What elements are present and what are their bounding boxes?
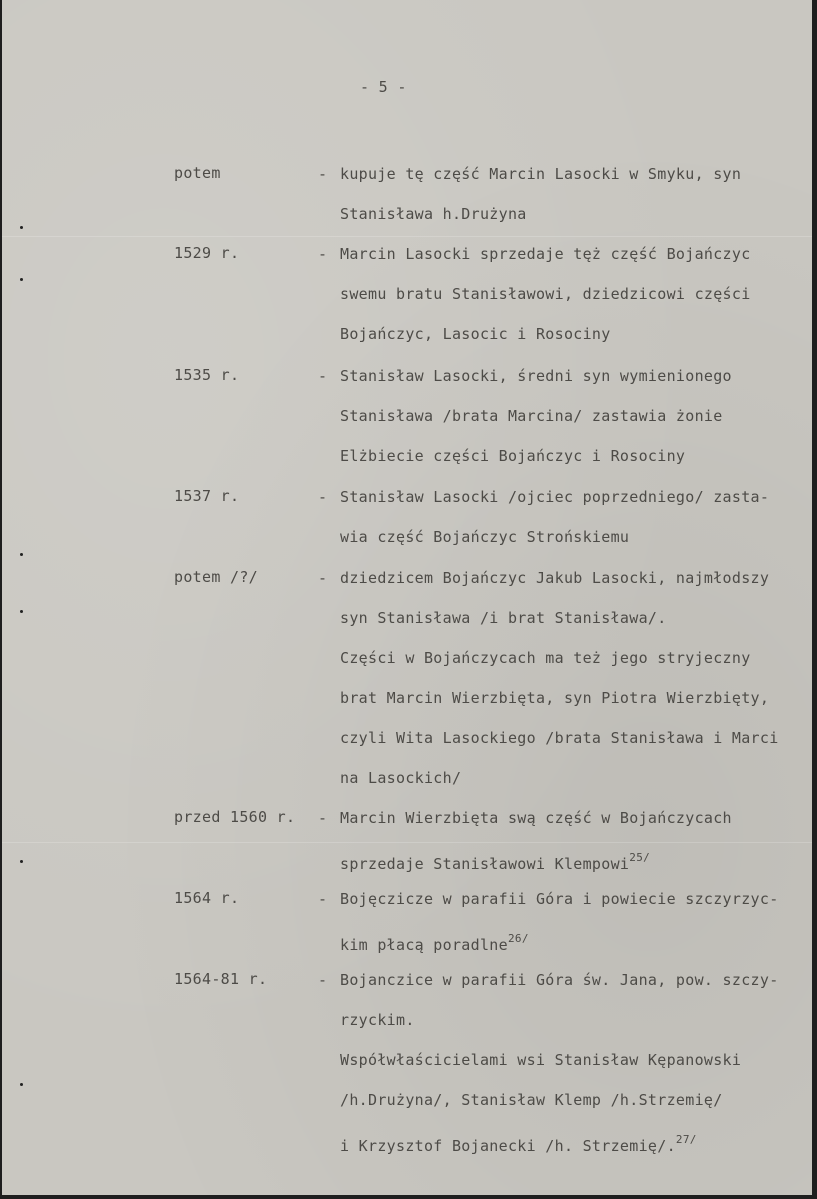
entry-text — [318, 366, 732, 486]
entry-text — [318, 808, 732, 888]
margin-dot — [20, 860, 23, 863]
entry-line: - Stanisław Lasocki, średni syn wymienionego — [318, 367, 732, 385]
entry-line: brat Marcin Wierzbięta, syn Piotra Wierzbięty, — [340, 689, 770, 707]
entry-line: czyli Wita Lasockiego /brata Stanisława i Marci — [340, 729, 779, 747]
entry-date: potem — [174, 164, 221, 182]
entry-line: - Bojanczice w parafii Góra św. Jana, pow. szczy- — [318, 971, 779, 989]
entry-line: - Stanisław Lasocki /ojciec poprzedniego/ zasta- — [318, 488, 770, 506]
entry-line: Stanisława h.Drużyna — [340, 205, 527, 223]
entry-line: swemu bratu Stanisławowi, dziedzicowi części — [340, 285, 751, 303]
footnote-ref: 26/ — [507, 932, 529, 945]
entry-line: sprzedaje Stanisławowi Klempowi$^{25/}$ — [340, 851, 651, 873]
entry-line: kim płacą poradlne$^{26/}$ — [340, 932, 529, 954]
entry-text — [318, 487, 769, 567]
page-number: - 5 - — [360, 78, 407, 96]
entry-text — [318, 244, 751, 364]
entry-line: na Lasockich/ — [340, 769, 462, 787]
entry-line: - Marcin Wierzbięta swą część w Bojańczycach — [318, 809, 732, 827]
margin-dot — [20, 610, 23, 613]
footnote-ref: 27/ — [675, 1133, 697, 1146]
entry-line: Współwłaścicielami wsi Stanisław Kępanowski — [340, 1051, 742, 1069]
entry-date: potem /?/ — [174, 568, 258, 586]
footnote-ref: 25/ — [629, 851, 651, 864]
entry-date: 1537 r. — [174, 487, 240, 505]
margin-dot — [20, 553, 23, 556]
entry-line: Części w Bojańczycach ma też jego stryjeczny — [340, 649, 751, 667]
entry-line: Bojańczyc, Lasocic i Rosociny — [340, 325, 611, 343]
entry-date: przed 1560 r. — [174, 808, 296, 826]
entry-line: wia część Bojańczyc Strońskiemu — [340, 528, 630, 546]
entry-line: - Bojęczicze w parafii Góra i powiecie szczyrzyc- — [318, 890, 779, 908]
entry-date: 1529 r. — [174, 244, 240, 262]
margin-dot — [20, 226, 23, 229]
entry-date: 1564-81 r. — [174, 970, 268, 988]
entry-line: syn Stanisława /i brat Stanisława/. — [340, 609, 667, 627]
entry-text — [318, 970, 779, 1170]
entry-text — [318, 164, 741, 244]
entry-line: Elżbiecie części Bojańczyc i Rosociny — [340, 447, 686, 465]
entry-line: rzyckim. — [340, 1011, 415, 1029]
entry-line: Stanisława /brata Marcina/ zastawia żonie — [340, 407, 723, 425]
entry-line: - kupuje tę część Marcin Lasocki w Smyku, syn — [318, 165, 742, 183]
entry-date: 1564 r. — [174, 889, 240, 907]
entry-line: - Marcin Lasocki sprzedaje tęż część Bojańczyc — [318, 245, 751, 263]
entry-text — [318, 889, 779, 969]
entry-line: /h.Drużyna/, Stanisław Klemp /h.Strzemię/ — [340, 1091, 723, 1109]
margin-dot — [20, 1083, 23, 1086]
entry-date: 1535 r. — [174, 366, 240, 384]
document-page — [2, 0, 812, 1195]
entry-line: - dziedzicem Bojańczyc Jakub Lasocki, najmłodszy — [318, 569, 770, 587]
margin-dot — [20, 278, 23, 281]
entry-text — [318, 568, 779, 808]
entry-line: i Krzysztof Bojanecki /h. Strzemię/.$^{27/}$ — [340, 1133, 697, 1155]
